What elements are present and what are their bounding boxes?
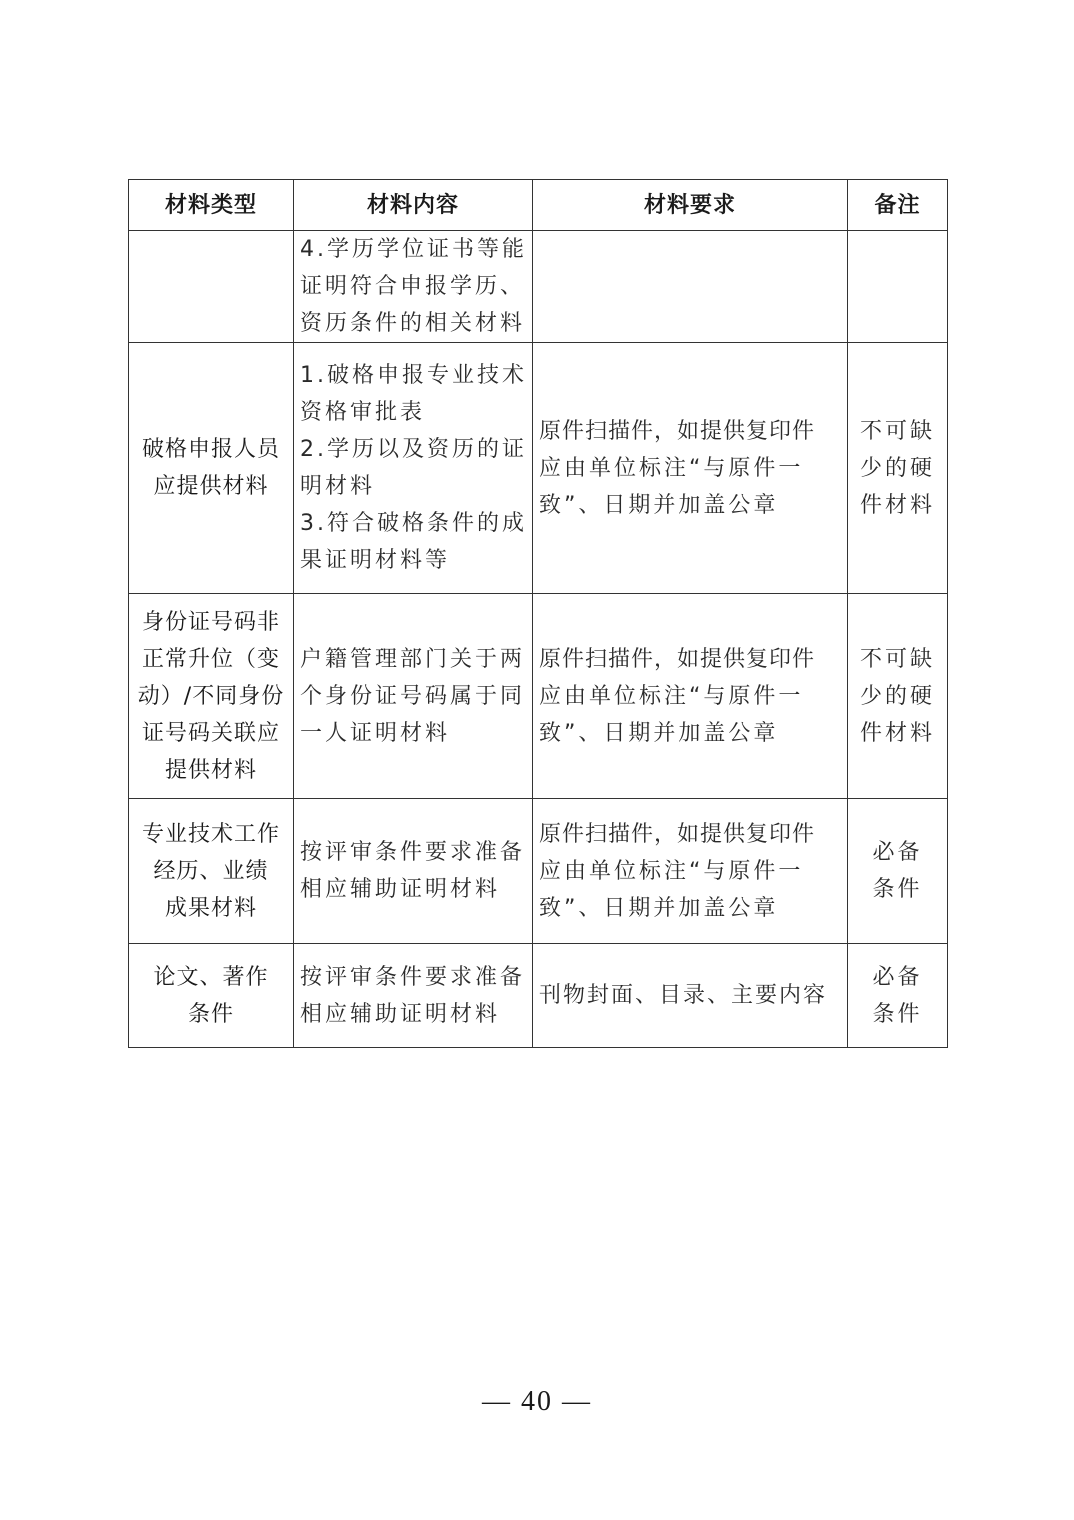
cell-line: 原件扫描件，如提供复印件 [539, 821, 816, 847]
cell-line: 动）/不同身份 [137, 683, 285, 709]
cell-line: 4.学历学位证书等能 [300, 237, 527, 262]
row-1-content [294, 231, 533, 343]
cell-line: 应由单位标注“与原件一 [539, 858, 804, 884]
row-5-type [129, 944, 294, 1048]
cell-line: 经历、业绩 [153, 858, 269, 884]
page-number: — 40 — [482, 1386, 592, 1417]
cell-line: 专业技术工作 [141, 821, 280, 847]
cell-line: 必备 [872, 840, 923, 865]
cell-line: 必备 [872, 964, 923, 990]
cell-line: 按评审条件要求准备 [300, 840, 526, 865]
cell-line: 资格审批表 [300, 400, 426, 425]
header-material-content: 材料内容 [294, 180, 533, 231]
cell-line: 一人证明材料 [300, 720, 451, 746]
row-4-type [129, 799, 294, 944]
cell-line: 应由单位标注“与原件一 [539, 683, 804, 709]
cell-line: 少的硬 [859, 455, 935, 481]
cell-line: 相应辅助证明材料 [300, 1001, 501, 1027]
cell-line: 件材料 [859, 720, 935, 746]
cell-line: 原件扫描件，如提供复印件 [539, 646, 816, 672]
table-row [129, 944, 948, 1048]
cell-line: 1.破格申报专业技术 [300, 363, 527, 388]
cell-line: 相应辅助证明材料 [300, 877, 501, 902]
cell-line: 资历条件的相关材料 [300, 311, 526, 336]
cell-line: 致”、日期并加盖公章 [539, 492, 779, 518]
cell-line: 按评审条件要求准备 [300, 964, 526, 990]
cell-line: 3.符合破格条件的成 [300, 511, 527, 536]
cell-line: 户籍管理部门关于两 [300, 646, 526, 672]
table-row [129, 343, 948, 594]
row-2-note [848, 343, 948, 594]
cell-line: 件材料 [859, 492, 935, 518]
cell-line: 不可缺 [859, 646, 935, 672]
table-header-row [129, 180, 948, 231]
table-row [129, 799, 948, 944]
cell-line: 论文、著作 [153, 964, 269, 990]
cell-line: 个身份证号码属于同 [300, 683, 526, 709]
row-2-content [294, 343, 533, 594]
cell-line: 致”、日期并加盖公章 [539, 895, 779, 921]
row-5-content [294, 944, 533, 1048]
cell-line: 原件扫描件，如提供复印件 [539, 418, 816, 444]
header-material-type: 材料类型 [129, 180, 294, 231]
row-3-content [294, 594, 533, 799]
row-3-requirement [533, 594, 848, 799]
cell-line: 证明符合申报学历、 [300, 274, 526, 299]
cell-line: 应由单位标注“与原件一 [539, 455, 804, 481]
cell-line: 不可缺 [859, 418, 935, 444]
row-4-note [848, 799, 948, 944]
row-3-type [129, 594, 294, 799]
row-5-note [848, 944, 948, 1048]
row-1-requirement [533, 231, 848, 343]
cell-line: 证号码关联应 [141, 720, 280, 746]
cell-line: 条件 [872, 877, 923, 902]
cell-line: 2.学历以及资历的证 [300, 437, 527, 462]
cell-line: 刊物封面、目录、主要内容 [539, 983, 828, 1008]
row-2-type [129, 343, 294, 594]
header-note: 备注 [848, 180, 948, 231]
materials-table [128, 179, 948, 1048]
cell-line: 身份证号码非 [141, 609, 280, 635]
cell-line: 致”、日期并加盖公章 [539, 720, 779, 746]
header-material-requirement: 材料要求 [533, 180, 848, 231]
cell-line: 少的硬 [859, 683, 935, 709]
cell-line: 成果材料 [164, 895, 257, 921]
cell-line: 条件 [872, 1001, 923, 1027]
table-row [129, 231, 948, 343]
row-1-note [848, 231, 948, 343]
cell-line: 条件 [187, 1001, 234, 1027]
row-2-requirement [533, 343, 848, 594]
cell-line: 应提供材料 [153, 474, 269, 499]
cell-line: 明材料 [300, 474, 376, 499]
row-4-requirement [533, 799, 848, 944]
row-4-content [294, 799, 533, 944]
row-1-type [129, 231, 294, 343]
cell-line: 破格申报人员 [141, 437, 280, 462]
row-5-requirement [533, 944, 848, 1048]
cell-line: 提供材料 [164, 757, 257, 783]
row-3-note [848, 594, 948, 799]
table-row [129, 594, 948, 799]
cell-line: 果证明材料等 [300, 548, 451, 573]
cell-line: 正常升位（变 [141, 646, 280, 672]
